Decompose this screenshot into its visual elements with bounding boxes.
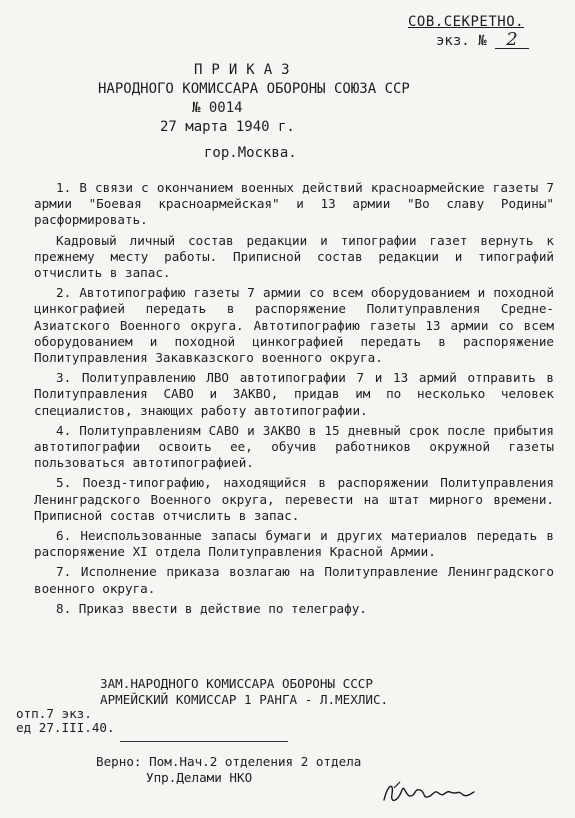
divider-line (120, 741, 288, 742)
paragraph-1b: Кадровый личный состав редакции и типографии газет вернуть к прежнему месту работы. Приписной состав редакции и типографий отчислить в запас. (34, 232, 554, 281)
paragraph-5: 5. Поезд-типографию, находящийся в распоряжении Политуправления Ленинградского Военного округа, перевести на штат мирного времени. Приписной состав отчислить в запас. (34, 475, 554, 523)
classification-block (408, 14, 529, 49)
paragraph-7: 7. Исполнение приказа возлагаю на Политуправление Ленинградского военного округа. (34, 564, 554, 596)
certification-line-1: Верно: Пом.Нач.2 отделения 2 отдела (96, 754, 362, 769)
copy-number: 2 (495, 32, 529, 49)
order-issuer: НАРОДНОГО КОМИССАРА ОБОРОНЫ СОЮЗА ССР (98, 81, 410, 97)
order-city: гор.Москва. (204, 145, 297, 161)
signatory-title: ЗАМ.НАРОДНОГО КОМИССАРА ОБОРОНЫ СССР (100, 676, 373, 691)
order-date: 27 марта 1940 г. (160, 119, 295, 135)
order-title: ПРИКАЗ (194, 62, 299, 78)
copy-number-line (435, 29, 529, 50)
signature-block (100, 676, 388, 708)
paragraph-1: 1. В связи с окончанием военных действий красноармейские газеты 7 армии "Боевая красноармейская" и 13 армии "Во славу Родины" расформировать. (34, 180, 554, 228)
certification-line-2: Упр.Делами НКО (146, 770, 253, 785)
certification-block (96, 754, 361, 786)
paragraph-4: 4. Политуправлениям САВО и ЗАКВО в 15 дневный срок после прибытия автотипографии освоить ее, обучив работников окружной газеты пользоваться автотипографией. (34, 422, 554, 471)
paragraph-8: 8. Приказ ввести в действие по телеграфу. (56, 600, 367, 616)
dispatch-date: ед 27.III.40. (16, 720, 115, 735)
paragraph-2: 2. Автотипографию газеты 7 армии со всем оборудованием и походной цинкографией передать в распоряжение Политуправления Средне-Азиатского Военного округа. Автотипографию газеты 13 армии со всем оборудованием и походной цинкографией передать в распоряжение Политуправления Закавказского военного округа. (34, 285, 554, 366)
paragraph-6: 6. Неиспользованные запасы бумаги и других материалов передать в распоряжение XI отдела Политуправления Красной Армии. (34, 528, 554, 560)
order-body (34, 180, 554, 621)
signatory-name: АРМЕЙСКИЙ КОМИССАР 1 РАНГА - Л.МЕХЛИС. (100, 692, 389, 707)
copy-label: экз. № (435, 33, 487, 49)
paragraph-3: 3. Политуправлению ЛВО автотипографии 7 и 13 армий отправить в Политуправления САВО и ЗАКВО, придав им по несколько человек специалистов, знающих работу автотипографии. (34, 370, 554, 418)
handwritten-signature (380, 778, 480, 808)
copies-sent: отп.7 экз. (16, 706, 92, 721)
secrecy-stamp: СОВ.СЕКРЕТНО. (407, 14, 525, 30)
distribution-note (16, 707, 115, 735)
order-number: № 0014 (192, 100, 243, 116)
